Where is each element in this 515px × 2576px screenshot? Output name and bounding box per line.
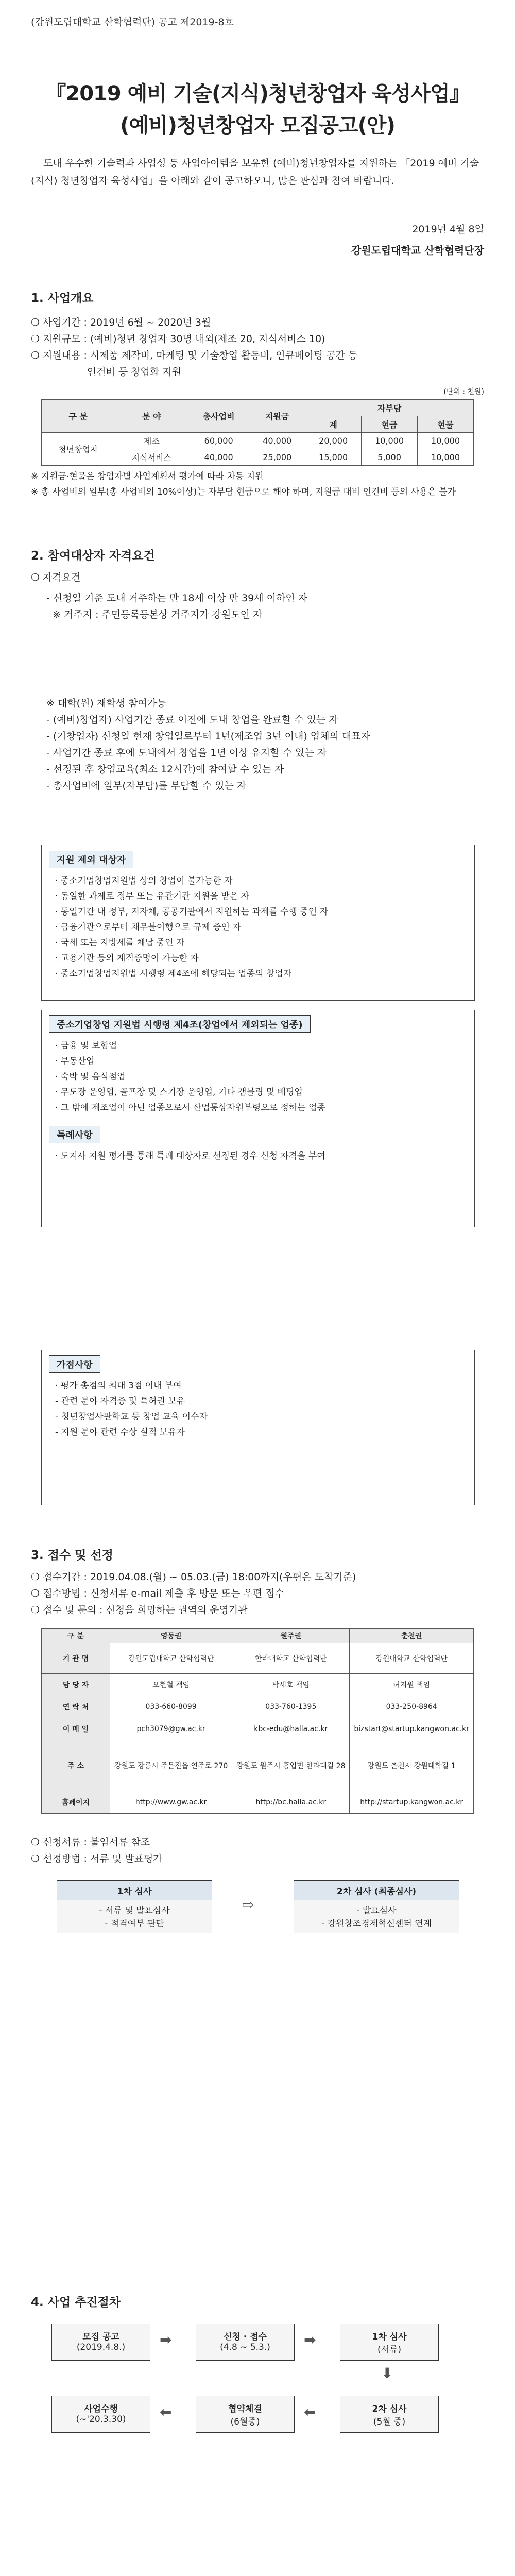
table-cell: 홈페이지 [42,1791,110,1814]
table-cell: 10,000 [418,449,474,466]
process-step [196,2324,295,2361]
stage-line: - 강원창조경제혁신센터 연계 [321,1919,432,1929]
table-header: 자부담 [305,400,474,416]
box-line: · 중소기업창업지원법 시행령 제4조에 해당되는 업종의 창업자 [55,969,292,979]
table-cell: 40,000 [249,433,305,449]
table-header: 구 분 [42,400,115,433]
list-item: - 선정된 후 창업교육(최소 12시간)에 참여할 수 있는 자 [46,764,284,775]
table-cell: 5,000 [362,449,418,466]
list-item: - (기창업자) 신청일 현재 창업일로부터 1년(제조업 3년 이내) 업체의 대표자 [46,731,370,742]
table-cell: 강원대학교 산학협력단 [350,1643,474,1674]
table-header: 춘천권 [350,1629,474,1643]
section-3-items [31,1569,484,1618]
section-2-items [46,590,474,794]
table-header: 원주권 [232,1629,350,1643]
table-cell: 청년창업자 [42,433,115,466]
process-step [196,2396,295,2433]
table-cell: 강원도 원주시 흥업면 한라대길 28 [232,1740,350,1791]
arrow-right-icon: ➡ [304,2331,316,2348]
table-cell: 15,000 [305,449,362,466]
list-item: ❍ 신청서류 : 붙임서류 참조 [31,1837,150,1848]
notice-number: (강원도립대학교 산학협력단) 공고 제2019-8호 [31,16,234,28]
intro-paragraph: 도내 우수한 기술력과 사업성 등 사업아이템을 보유한 (예비)청년창업자를 지원하는 「2019 예비 기술(지식) 청년창업자 육성사업」을 아래와 같이 공고하오니, 많은 관심과 참여 바랍니다. [31,158,479,187]
step-date: (5월 중) [373,2417,406,2427]
section-1-heading: 1. 사업개요 [31,292,94,305]
section-4-heading: 4. 사업 추진절차 [31,2296,121,2309]
process-step [52,2324,150,2361]
budget-table [41,399,474,466]
step-title: 2차 심사 [372,2404,407,2414]
table-header: 총사업비 [188,400,249,433]
step-date: (4.8 ~ 5.3.) [220,2342,270,2352]
table-cell: 연 락 처 [42,1696,110,1718]
box-line: · 평가 총점의 최대 3점 이내 부여 [55,1381,182,1391]
box-line: · 그 밖에 제조업이 아닌 업종으로서 산업통상자원부령으로 정하는 업종 [55,1103,325,1113]
stage-title: 2차 심사 (최종심사) [294,1881,459,1900]
table-row [42,433,474,449]
list-item: - 신청일 기준 도내 거주하는 만 18세 이상 만 39세 이하인 자 [46,592,308,604]
issuing-org: 강원도립대학교 산학협력단장 [351,244,484,257]
table-cell: 기 관 명 [42,1643,110,1674]
process-step [340,2396,439,2433]
list-item: - (예비)창업자) 사업기간 종료 이전에 도내 창업을 완료할 수 있는 자 [46,714,338,725]
section-1-notes [31,469,484,500]
section-3-heading: 3. 접수 및 선정 [31,1549,113,1562]
review-stage-2 [294,1880,459,1933]
page-title: 『2019 예비 기술(지식)청년창업자 육성사업』 [45,82,470,106]
box-line: · 무도장 운영업, 골프장 및 스키장 운영업, 기타 갬블링 및 베팅업 [55,1087,303,1097]
step-title: 1차 심사 [372,2332,407,2342]
list-item: ※ 대학(원) 재학생 참여가능 [46,698,166,709]
table-cell: 허지원 책임 [350,1674,474,1696]
table-cell: 한라대학교 산학협력단 [232,1643,350,1674]
step-title: 협약체결 [228,2404,262,2414]
box-heading: 가점사항 [49,1355,100,1373]
section-1-items [31,314,484,380]
list-item: ❍ 선정방법 : 서류 및 발표평가 [31,1853,163,1865]
box-line: · 숙박 및 음식점업 [55,1072,126,1082]
table-row [42,1791,474,1814]
table-cell: 20,000 [305,433,362,449]
box-line: · 국세 또는 지방세를 체납 중인 자 [55,938,185,948]
note: ※ 총 사업비의 일부(총 사업비의 10%이상)는 자부담 현금으로 해야 하며, 지원금 대비 인건비 등의 사용은 불가 [31,487,456,497]
table-cell: 033-760-1395 [232,1696,350,1718]
table-cell: 강원도 강릉시 주문진읍 연주로 270 [110,1740,232,1791]
arrow-right-icon: ⇨ [242,1896,254,1913]
table-cell: 오현철 책임 [110,1674,232,1696]
box-heading: 중소기업창업 지원법 시행령 제4조(창업에서 제외되는 업종) [49,1015,311,1033]
box-line: · 고용기관 등의 재직증명이 가능한 자 [55,953,199,963]
box-line: - 지원 분야 관련 수상 실적 보유자 [55,1427,185,1437]
table-row [42,1740,474,1791]
box-line: · 동일기간 내 정부, 지자체, 공공기관에서 지원하는 과제를 수행 중인 자 [55,907,329,917]
box-heading: 지원 제외 대상자 [49,851,133,868]
step-date: (~'20.3.30) [76,2414,126,2425]
list-item: ❍ 접수기간 : 2019.04.08.(월) ~ 05.03.(금) 18:00까지(우편은 도착기준) [31,1571,356,1583]
excluded-industry-box [41,1010,475,1227]
section-3-items-2 [31,1834,484,1867]
note: ※ 지원금·현물은 창업자별 사업계획서 평가에 따라 차등 지원 [31,471,264,482]
table-header: 분 야 [115,400,188,433]
list-item: ※ 거주지 : 주민등록등본상 거주지가 강원도인 자 [46,609,263,620]
list-item: ❍ 접수 및 문의 : 신청을 희망하는 권역의 운영기관 [31,1604,248,1616]
table-cell: 10,000 [418,433,474,449]
stage-title: 1차 심사 [57,1881,212,1900]
table-header: 지원금 [249,400,305,433]
table-cell: 강원도립대학교 산학협력단 [110,1643,232,1674]
table-header: 구 분 [42,1629,110,1643]
process-step [340,2324,439,2361]
list-item: 인건비 등 창업화 지원 [31,366,182,378]
arrow-down-icon: ⬇ [381,2365,393,2382]
review-stage-1 [57,1880,212,1933]
table-cell: 제조 [115,433,188,449]
table-cell[interactable]: http://www.gw.ac.kr [110,1791,232,1814]
box-line: - 관련 분야 자격증 및 특허권 보유 [55,1396,185,1406]
table-row [42,1718,474,1740]
table-header: 현금 [362,416,418,433]
arrow-right-icon: ➡ [160,2331,172,2348]
step-title: 신청 · 접수 [224,2332,267,2342]
box-heading: 특례사항 [49,1126,100,1143]
exclusion-box [41,845,475,1001]
stage-line: - 발표심사 [356,1906,397,1916]
table-cell: 이 메 일 [42,1718,110,1740]
box-line: · 중소기업창업지원법 상의 창업이 불가능한 자 [55,876,233,886]
table-cell[interactable]: http://startup.kangwon.ac.kr [350,1791,474,1814]
list-item: ❍ 지원내용 : 시제품 제작비, 마케팅 및 기술창업 활동비, 인큐베이팅 공간 등 [31,350,358,361]
table-row [42,1643,474,1674]
list-item: - 사업기간 종료 후에 도내에서 창업을 1년 이상 유지할 수 있는 자 [46,747,327,758]
table-header: 영동권 [110,1629,232,1643]
table-cell: 담 당 자 [42,1674,110,1696]
bonus-box [41,1350,475,1505]
arrow-left-icon: ⬅ [304,2403,316,2420]
section-2-sub: ❍ 자격요건 [31,572,81,583]
table-header: 현물 [418,416,474,433]
step-date: (2019.4.8.) [76,2342,126,2352]
contact-table [41,1628,474,1814]
table-cell[interactable]: kbc-edu@halla.ac.kr [232,1718,350,1740]
stage-line: - 적격여부 판단 [105,1919,164,1929]
table-cell: 60,000 [188,433,249,449]
arrow-left-icon: ⬅ [160,2403,172,2420]
list-item: ❍ 접수방법 : 신청서류 e-mail 제출 후 방문 또는 우편 접수 [31,1588,284,1599]
notice-date: 2019년 4월 8일 [412,224,484,235]
box-line: - 청년창업사관학교 등 창업 교육 이수자 [55,1412,208,1422]
box-line: · 도지사 지원 평가를 통해 특례 대상자로 선정된 경우 신청 자격을 부여 [55,1151,325,1161]
process-step [52,2396,150,2433]
table-cell[interactable]: http://bc.halla.ac.kr [232,1791,350,1814]
list-item: - 총사업비에 일부(자부담)를 부담할 수 있는 자 [46,780,247,791]
table-header: 계 [305,416,362,433]
list-item: ❍ 사업기간 : 2019년 6월 ~ 2020년 3월 [31,317,211,328]
box-line: · 금융 및 보험업 [55,1041,117,1051]
box-line: · 동일한 과제로 정부 또는 유관기관 지원을 받은 자 [55,891,250,902]
table-cell[interactable]: pch3079@gw.ac.kr [110,1718,232,1740]
table-cell: 25,000 [249,449,305,466]
stage-line: - 서류 및 발표심사 [99,1906,170,1916]
step-date: (서류) [377,2345,402,2355]
box-line: · 부동산업 [55,1056,95,1066]
step-title: 모집 공고 [82,2332,119,2342]
table-cell: 주 소 [42,1740,110,1791]
page-subtitle: (예비)청년창업자 모집공고(안) [120,114,395,138]
list-item: ❍ 지원규모 : (예비)청년 창업자 30명 내외(제조 20, 지식서비스 10) [31,333,325,345]
step-date: (6월중) [230,2417,260,2427]
table-row [42,1696,474,1718]
box-line: · 금융기관으로부터 채무불이행으로 규제 중인 자 [55,922,241,933]
section-2-heading: 2. 참여대상자 자격요건 [31,549,155,563]
table-cell: 지식서비스 [115,449,188,466]
table-cell: 033-250-8964 [350,1696,474,1718]
table-cell: 033-660-8099 [110,1696,232,1718]
table-unit: (단위 : 천원) [443,388,484,396]
table-row [42,1674,474,1696]
table-cell: 40,000 [188,449,249,466]
table-cell[interactable]: bizstart@startup.kangwon.ac.kr [350,1718,474,1740]
table-cell: 박세호 책임 [232,1674,350,1696]
table-cell: 강원도 춘천시 강원대학길 1 [350,1740,474,1791]
table-cell: 10,000 [362,433,418,449]
step-title: 사업수행 [84,2404,118,2414]
